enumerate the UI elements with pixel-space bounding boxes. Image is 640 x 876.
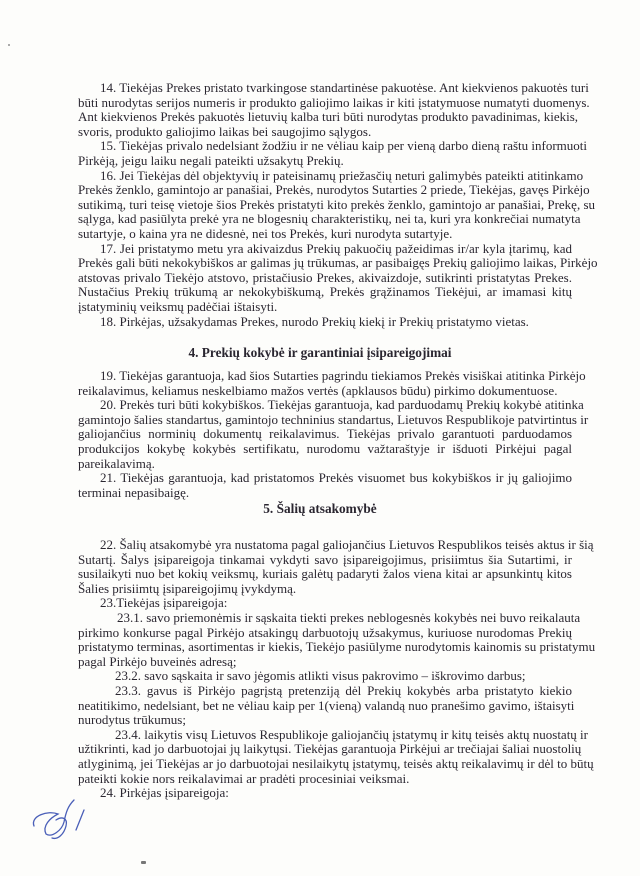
text-line: 20. Prekės turi būti kokybiškos. Tiekėjas garantuoja, kad parduodamų Prekių kokybė atitinka bbox=[100, 397, 584, 413]
clause-paragraph bbox=[78, 240, 598, 315]
clause-paragraph bbox=[78, 786, 572, 801]
text-line: Pirkėją, jeigu laiku negali pateikti užsakytų Prekių. bbox=[78, 152, 344, 168]
text-line: atlyginimą, jei Tiekėjas ar jo darbuotojai nesilaikytų įstatymų, teisės aktų reikalavimų ir dėl to būtų bbox=[78, 755, 594, 771]
text-line: Prekės gali būti nekokybiškos ar galimas jų trūkumas, ar pasibaigęs Prekių galiojimo laikas, Pirkėjo bbox=[78, 255, 598, 271]
section-4-heading: 4. Prekių kokybė ir garantiniai įsipareigojimai bbox=[188, 345, 452, 360]
clause-paragraph bbox=[78, 315, 572, 330]
text-line: neatitikimo, nedelsiant, bet ne vėliau kaip per 1(vieną) valandą nuo pranešimo gavimo, ištaisyti bbox=[78, 697, 575, 713]
text-line: 23.4. laikytis visų Lietuvos Respublikoje galiojančių įstatymų ir kitų teisės aktų nuostatų ir bbox=[115, 726, 589, 742]
text-line: 23.2. savo sąskaita ir savo jėgomis atlikti visus pakrovimo – iškrovimo darbus; bbox=[115, 668, 526, 684]
section-3-clauses bbox=[78, 80, 598, 329]
clause-paragraph bbox=[78, 167, 596, 242]
text-line: 17. Jei pristatymo metu yra akivaizdus Prekių pakuočių pažeidimas ir/ar kyla įtarimų, kad bbox=[100, 240, 572, 256]
text-line: užtikrinti, kad jo darbuotojai jų laikytųsi. Tiekėjas garantuoja Pirkėjui ar trečiajai šaliai nuostolių bbox=[78, 741, 582, 757]
text-line: pareikalavimą. bbox=[78, 455, 155, 471]
text-line: Ant kiekvienos Prekės pakuotės lietuvių kalba turi būti nurodytas produkto pavadinimas, kiekis, bbox=[78, 109, 579, 125]
text-line: Šalies prisiimtų įsipareigojimų įvykdymą. bbox=[78, 580, 297, 596]
clause-paragraph bbox=[78, 596, 572, 611]
text-line: sąlyga, kad pasiūlyta prekė yra ne blogesnių charakteristikų, nei ta, kuri yra konkrečiai numatyta bbox=[78, 211, 581, 227]
clause-paragraph bbox=[78, 397, 589, 471]
text-line: sutartyje, o kaina yra ne didesnė, nei tos Prekės, kuri nurodyta sutartyje. bbox=[78, 225, 453, 241]
text-line: 16. Jei Tiekėjas dėl objektyvių ir pateisinamų priežasčių neturi galimybės pateikti atitinkamo bbox=[100, 167, 584, 183]
section-4-clauses bbox=[78, 368, 589, 500]
clause-paragraph bbox=[78, 471, 572, 500]
text-line: 23.1. savo priemonėmis ir sąskaita tiekti prekes neblogesnės kokybės nei buvo reikalauta bbox=[117, 609, 581, 625]
text-line: susilaikyti nuo bet kokių veiksmų, kuriais galėtų padaryti žalos viena kitai ar apsunkintų kitos bbox=[78, 566, 572, 582]
clause-paragraph bbox=[78, 138, 588, 168]
handwritten-signature bbox=[28, 796, 108, 846]
text-line: terminai nepasibaigę. bbox=[78, 484, 190, 500]
clause-paragraph bbox=[78, 669, 572, 684]
text-line: nurodytus trūkumus; bbox=[78, 712, 186, 728]
text-line: 23.3. gavus iš Pirkėjo pagrįstą pretenziją dėl Prekių kokybės arba pristatyto kiekio bbox=[115, 682, 572, 698]
text-line: 24. Pirkėjas įsipareigoja: bbox=[100, 785, 229, 801]
text-line: 18. Pirkėjas, užsakydamas Prekes, nurodo Prekių kiekį ir Prekių pristatymo vietas. bbox=[100, 313, 529, 329]
text-line: reikalavimus, keliamus neskelbiamo mažos vertės (apklausos būdu) pirkimo dokumentuose. bbox=[78, 382, 558, 398]
text-line: 23.Tiekėjas įsipareigoja: bbox=[100, 595, 228, 611]
scan-speck bbox=[8, 44, 10, 46]
text-line: būti nurodytas serijos numeris ir produkto galiojimo laikas ir kiti įstatymuose numatyti duomenys. bbox=[78, 94, 590, 110]
text-line: atstovas privalo Tiekėjo atstovo, pristačiusio Prekes, akivaizdoje, sutikrinti pristatytas Prekes. bbox=[78, 269, 572, 285]
text-line: svoris, produkto galiojimo laikas bei saugojimo sąlygos. bbox=[78, 123, 372, 139]
section-5-clauses bbox=[78, 537, 596, 801]
text-line: 19. Tiekėjas garantuoja, kad šios Sutarties pagrindu tiekiamos Prekės visiškai atitinka Pirkėjo bbox=[100, 368, 586, 383]
clause-paragraph bbox=[78, 368, 586, 398]
clause-paragraph bbox=[78, 682, 575, 728]
text-line: gamintojo šalies standartus, gamintojo techninius standartus, Lietuvos Respublikoje patvirtintus ir bbox=[78, 411, 589, 427]
text-line: galiojančius norminių dokumentų reikalavimus. Tiekėjas privalo garantuoti parduodamos bbox=[78, 426, 572, 442]
clause-paragraph bbox=[78, 80, 590, 139]
text-line: 14. Tiekėjas Prekes pristato tvarkingose standartinėse pakuotėse. Ant kiekvienos pakuotės turi bbox=[100, 80, 589, 95]
text-line: 15. Tiekėjas privalo nedelsiant žodžiu ir ne vėliau kaip per vieną darbo dieną raštu informuoti bbox=[100, 138, 588, 154]
text-line: 22. Šalių atsakomybė yra nustatoma pagal galiojančius Lietuvos Respublikos teisės aktus ir šią bbox=[100, 537, 594, 552]
text-line: pristatymo terminas, asortimentas ir kiekis, Tiekėjo pasiūlyme nurodytomis kainomis su pristatymu bbox=[78, 639, 596, 655]
text-line: sutikimą, turi teisę vietoje šios Prekės pristatyti kito prekės ženklo, gamintojo ar panašiai, Prekę, su bbox=[78, 196, 596, 212]
clause-paragraph bbox=[78, 726, 594, 786]
text-line: įstatyminių veiksmų padėčiai ištaisyti. bbox=[78, 298, 278, 314]
section-5-heading: 5. Šalių atsakomybė bbox=[263, 501, 377, 516]
text-line: Sutartį. Šalys įsipareigoja tinkamai vykdyti savo įsipareigojimus, prisiimtus šia Sutartimi, ir bbox=[78, 551, 572, 567]
text-line: pagal Pirkėjo buveinės adresą; bbox=[78, 653, 237, 669]
scan-speck bbox=[141, 861, 146, 864]
text-line: Nustačius Prekių trūkumą ar nekokybiškumą, Prekės grąžinamos Tiekėjui, ar imamasi kitų bbox=[78, 284, 572, 300]
text-line: pirkimo konkurse pagal Pirkėjo atsakingų darbuotojų užsakymus, kuriuose nurodomas Prekių bbox=[78, 624, 572, 640]
text-line: Prekės ženklo, gamintojo ar panašiai, Prekės, nurodytos Sutarties 2 priede, Tiekėjas, gavęs Pirkėjo bbox=[78, 182, 590, 198]
clause-paragraph bbox=[78, 609, 596, 669]
clause-paragraph bbox=[78, 537, 594, 596]
text-line: 21. Tiekėjas garantuoja, kad pristatomos Prekės visuomet bus kokybiškos ir jų galiojimo bbox=[100, 470, 572, 486]
text-line: pateikti kokie nors reikalavimai ar pradėti procesiniai veiksmai. bbox=[78, 770, 410, 786]
text-line: produkcijos kokybę kokybės sertifikatu, nurodomu važtaraštyje ir išduoti Pirkėjui pagal bbox=[78, 440, 572, 456]
